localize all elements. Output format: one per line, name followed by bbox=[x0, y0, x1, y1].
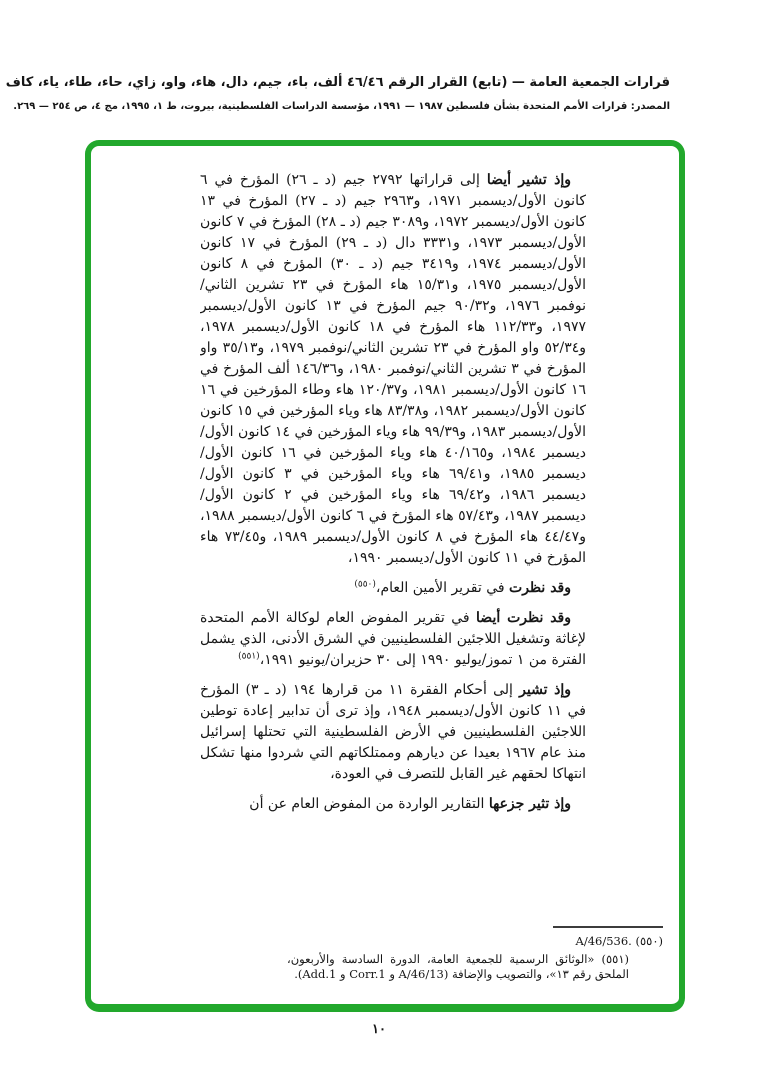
paragraph-text: في تقرير المفوض العام لوكالة الأمم المتحدة لإغاثة وتشغيل اللاجئين الفلسطينيين في الشرق الأدنى، الذي يشمل الفترة من ١ تموز/يوليو ١٩٩٠ إلى ٣٠ حزيران/يونيو ١٩٩١، bbox=[200, 610, 586, 668]
paragraph-text: في تقرير الأمين العام، bbox=[375, 580, 510, 596]
preamble-paragraph-4 bbox=[200, 680, 586, 785]
paragraph-lead: وقد نظرت bbox=[509, 580, 571, 596]
document-source-line: المصدر: قرارات الأمم المتحدة بشأن فلسطين ١٩٨٧ — ١٩٩١، مؤسسة الدراسات الفلسطينية، بيروت، ط ١، ١٩٩٥، مج ٤، ص ٢٥٤ — ٢٦٩. bbox=[13, 101, 670, 112]
footnote-separator-rule bbox=[553, 926, 663, 928]
footnote-551 bbox=[287, 952, 629, 983]
paragraph-text: إلى قراراتها ٢٧٩٢ جيم (د ـ ٢٦) المؤرخ في ٦ كانون الأول/ديسمبر ١٩٧١، و٢٩٦٣ جيم (د ـ ٢٧) المؤرخ في ١٣ كانون الأول/ديسمبر ١٩٧٢، و٣٠٨٩ جيم (د ـ ٢٨) المؤرخ في ٧ كانون الأول/ديسمبر ١٩٧٣، و٣٣٣١ دال (د ـ ٢٩) المؤرخ في ١٧ كانون الأول/ديسمبر ١٩٧٤، و٣٤١٩ جيم (د ـ ٣٠) المؤرخ في ٨ كانون الأول/ديسمبر ١٩٧٥، و١٥/٣١ هاء المؤرخ في ٢٣ تشرين الثاني/نوفمبر ١٩٧٦، و٩٠/٣٢ جيم المؤرخ في ١٣ كانون الأول/ديسمبر ١٩٧٧، و١١٢/٣٣ هاء المؤرخ في ١٨ كانون الأول/ديسمبر ١٩٧٨، و٥٢/٣٤ واو المؤرخ في ٢٣ تشرين الثاني/نوفمبر ١٩٧٩، و٣٥/١٣ واو المؤرخ في ٣ تشرين الثاني/نوفمبر ١٩٨٠، و١٤٦/٣٦ ألف المؤرخ في ١٦ كانون الأول/ديسمبر ١٩٨١، و١٢٠/٣٧ هاء وطاء المؤرخين في ١٦ كانون الأول/ديسمبر ١٩٨٢، و٨٣/٣٨ هاء وياء المؤرخين في ١٥ كانون الأول/ديسمبر ١٩٨٣، و٩٩/٣٩ هاء وياء المؤرخين في ١٤ كانون الأول/ديسمبر ١٩٨٤، و٤٠/١٦٥ هاء وياء المؤرخين في ١٦ كانون الأول/ديسمبر ١٩٨٥، و٦٩/٤١ هاء وياء المؤرخين في ٣ كانون الأول/ديسمبر ١٩٨٦، و٦٩/٤٢ هاء وياء المؤرخين في ٢ كانون الأول/ديسمبر ١٩٨٧، و٥٧/٤٣ هاء المؤرخ في ٦ كانون الأول/ديسمبر ١٩٨٨، و٤٤/٤٧ هاء المؤرخ في ٨ كانون الأول/ديسمبر ١٩٨٩، و٧٣/٤٥ هاء المؤرخ في ١١ كانون الأول/ديسمبر ١٩٩٠، bbox=[200, 172, 586, 566]
paragraph-lead: وإذ تشير أيضا bbox=[486, 172, 572, 188]
footnote-text: «الوثائق الرسمية للجمعية العامة، الدورة السادسة والأربعون، الملحق رقم ١٣»، والتصويب والإضافة (A/46/13 و Corr.1 و Add.1). bbox=[287, 951, 629, 981]
preamble-paragraph-1 bbox=[200, 170, 586, 569]
footnote-marker: (٥٥١) bbox=[601, 951, 630, 966]
page-header bbox=[5, 74, 670, 114]
footnote-reference-551: (٥٥١) bbox=[238, 651, 260, 662]
paragraph-text: إلى أحكام الفقرة ١١ من قرارها ١٩٤ (د ـ ٣) المؤرخ في ١١ كانون الأول/ديسمبر ١٩٤٨، وإذ ترى أن تدابير إعادة توطين اللاجئين الفلسطينيين في الأرض الفلسطينية التي تحتلها إسرائيل منذ عام ١٩٦٧ بعيدا عن ديارهم وممتلكاتهم التي شردوا منها تشكل انتهاكا لحقهم غير القابل للتصرف في العودة، bbox=[200, 682, 586, 782]
paragraph-lead: وقد نظرت أيضا bbox=[476, 610, 571, 626]
paragraph-text: التقارير الواردة من المفوض العام عن أن bbox=[249, 796, 489, 812]
paragraph-lead: وإذ تشير bbox=[519, 682, 571, 698]
page-number: ١٠ bbox=[372, 1022, 386, 1037]
preamble-paragraph-2 bbox=[200, 578, 586, 599]
footnotes-section bbox=[287, 926, 663, 983]
footnote-reference-550: (٥٥٠) bbox=[354, 579, 376, 590]
footnote-550 bbox=[287, 934, 663, 950]
footnote-marker: (٥٥٠) bbox=[635, 934, 663, 948]
preamble-paragraph-5 bbox=[200, 794, 586, 815]
footnote-text: A/46/536. bbox=[575, 934, 632, 948]
resolution-body-text bbox=[200, 170, 586, 922]
paragraph-lead: وإذ تثير جزعها bbox=[488, 796, 571, 812]
document-title: قرارات الجمعية العامة — (تابع) القرار الرقم ٤٦/٤٦ ألف، باء، جيم، دال، هاء، واو، زاي، حاء، طاء، ياء، كاف bbox=[5, 75, 670, 90]
preamble-paragraph-3 bbox=[200, 608, 586, 671]
